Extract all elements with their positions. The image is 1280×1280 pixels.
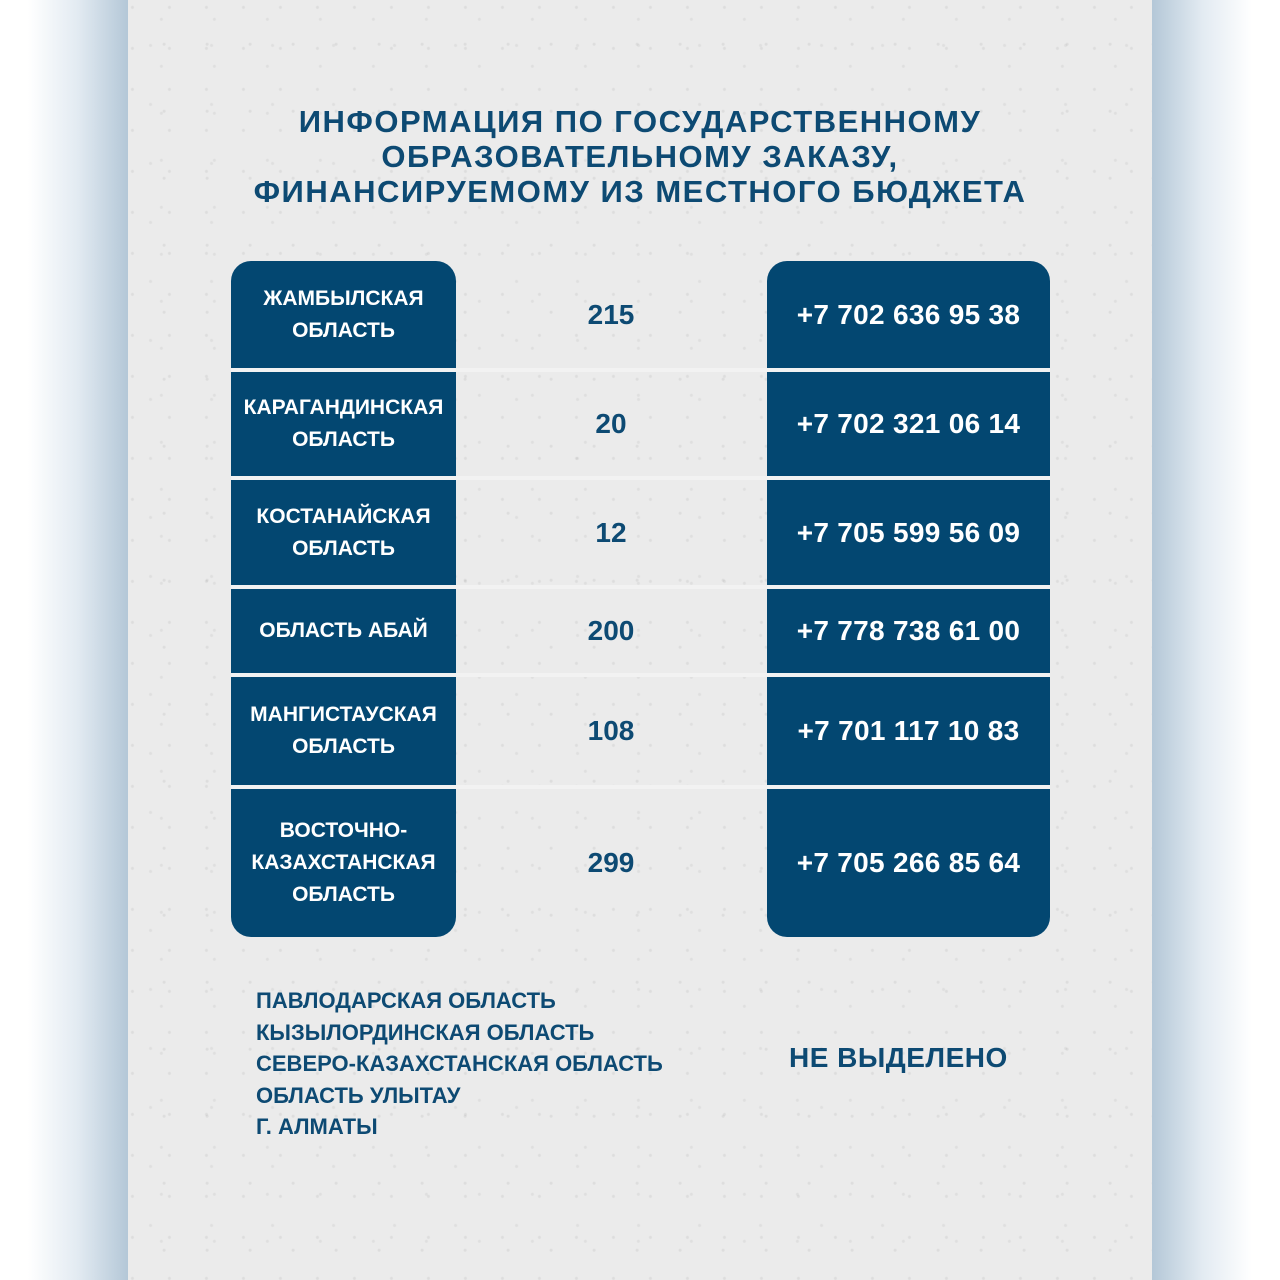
region-name: ОБЛАСТЬ АБАЙ (259, 619, 428, 642)
region-name: КАРАГАНДИНСКАЯ ОБЛАСТЬ (243, 396, 444, 451)
list-item: СЕВЕРО-КАЗАХСТАНСКАЯ ОБЛАСТЬ (256, 1051, 663, 1076)
title-line: ФИНАНСИРУЕМОМУ ИЗ МЕСТНОГО БЮДЖЕТА (253, 174, 1027, 209)
contact-phone[interactable]: +7 701 117 10 83 (797, 715, 1020, 746)
table-row (231, 677, 1050, 785)
contact-phone[interactable]: +7 702 321 06 14 (796, 408, 1021, 439)
table-row (231, 589, 1050, 673)
left-side-glow (0, 0, 140, 1280)
region-name: МАНГИСТАУСКАЯ ОБЛАСТЬ (250, 703, 437, 758)
grant-count: 108 (587, 715, 635, 746)
list-item: ОБЛАСТЬ УЛЫТАУ (256, 1082, 461, 1108)
region-name: ЖАМБЫЛСКАЯ ОБЛАСТЬ (263, 286, 424, 342)
not-allocated-region-list (256, 985, 663, 1143)
list-item: Г. АЛМАТЫ (256, 1114, 378, 1139)
grant-count: 12 (595, 516, 627, 548)
table-row (231, 789, 1050, 937)
grant-count: 299 (587, 847, 635, 878)
grant-count: 20 (595, 408, 627, 439)
contact-phone[interactable]: +7 705 266 85 64 (796, 847, 1021, 878)
region-name: ВОСТОЧНО- КАЗАХСТАНСКАЯ ОБЛАСТЬ (251, 819, 436, 906)
table-row (231, 480, 1050, 585)
grant-count: 215 (587, 298, 635, 330)
region-name: КОСТАНАЙСКАЯ ОБЛАСТЬ (256, 504, 431, 560)
table-row (231, 261, 1050, 368)
title-line: ОБРАЗОВАТЕЛЬНОМУ ЗАКАЗУ, (381, 139, 899, 174)
title-line: ИНФОРМАЦИЯ ПО ГОСУДАРСТВЕННОМУ (298, 104, 982, 139)
page-title (128, 104, 1152, 209)
list-item: ПАВЛОДАРСКАЯ ОБЛАСТЬ (256, 988, 556, 1013)
table-row (231, 372, 1050, 476)
not-allocated-status: НЕ ВЫДЕЛЕНО (789, 1042, 1008, 1073)
contact-phone[interactable]: +7 778 738 61 00 (796, 615, 1021, 646)
grant-count: 200 (587, 615, 635, 646)
right-side-glow (1140, 0, 1280, 1280)
list-item: КЫЗЫЛОРДИНСКАЯ ОБЛАСТЬ (256, 1019, 595, 1045)
contact-phone[interactable]: +7 702 636 95 38 (796, 298, 1021, 330)
contact-phone[interactable]: +7 705 599 56 09 (796, 516, 1021, 548)
